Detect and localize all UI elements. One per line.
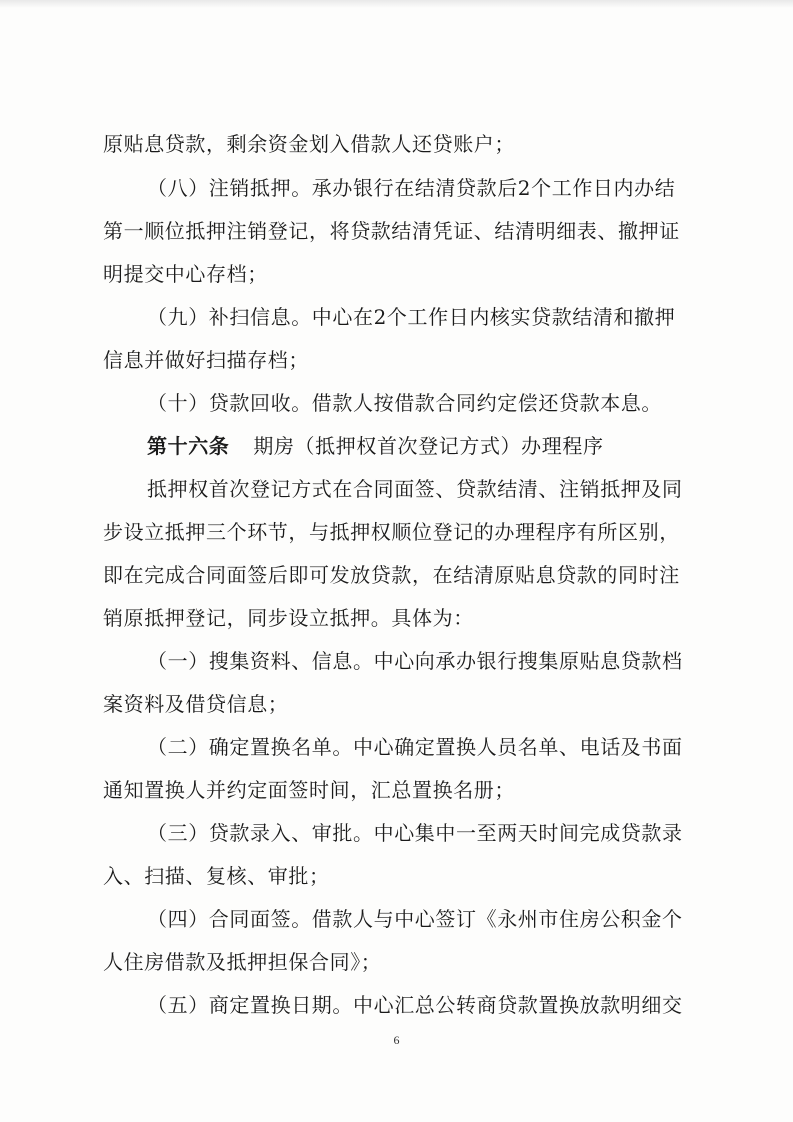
article-number: 第十六条 (147, 434, 230, 458)
paragraph-line: （四）合同面签。借款人与中心签订《永州市住房公积金个 (147, 907, 683, 931)
paragraph-line: 人住房借款及抵押担保合同》； (103, 950, 382, 974)
paragraph-line: （一）搜集资料、信息。中心向承办银行搜集原贴息贷款档 (147, 649, 683, 673)
paragraph-line: 案资料及借贷信息； (103, 692, 289, 716)
paragraph-line: 第一顺位抵押注销登记，将贷款结清凭证、结清明细表、撤押证 (103, 219, 680, 243)
paragraph-line: 明提交中心存档； (103, 262, 268, 286)
paragraph-line: （九）补扫信息。中心在2个工作日内核实贷款结清和撤押 (147, 305, 676, 329)
paragraph-line: 原贴息贷款，剩余资金划入借款人还贷账户； (103, 132, 515, 156)
paragraph-line: 抵押权首次登记方式在合同面签、贷款结清、注销抵押及同 (147, 477, 683, 501)
paragraph-line: （十）贷款回收。借款人按借款合同约定偿还贷款本息。 (147, 391, 662, 415)
paragraph-line: 步设立抵押三个环节，与抵押权顺位登记的办理程序有所区别， (103, 520, 680, 544)
paragraph-line: 销原抵押登记，同步设立抵押。具体为： (103, 606, 474, 630)
paragraph-line: 信息并做好扫描存档； (103, 348, 309, 372)
paragraph-line: （三）贷款录入、审批。中心集中一至两天时间完成贷款录 (147, 821, 683, 845)
paragraph-line: 通知置换人并约定面签时间，汇总置换名册； (103, 778, 515, 802)
paragraph-line: （五）商定置换日期。中心汇总公转商贷款置换放款明细交 (147, 993, 683, 1017)
paragraph-line: 入、扫描、复核、审批； (103, 864, 330, 888)
page-number: 6 (393, 1033, 400, 1047)
scan-edge-shadow (0, 0, 793, 8)
article-title: 期房（抵押权首次登记方式）办理程序 (253, 434, 604, 458)
paragraph-line: （八）注销抵押。承办银行在结清贷款后2个工作日内办结 (147, 176, 676, 200)
article-heading (147, 432, 604, 460)
paragraph-line: （二）确定置换名单。中心确定置换人员名单、电话及书面 (147, 735, 683, 759)
paragraph-line: 即在完成合同面签后即可发放贷款，在结清原贴息贷款的同时注 (103, 563, 680, 587)
